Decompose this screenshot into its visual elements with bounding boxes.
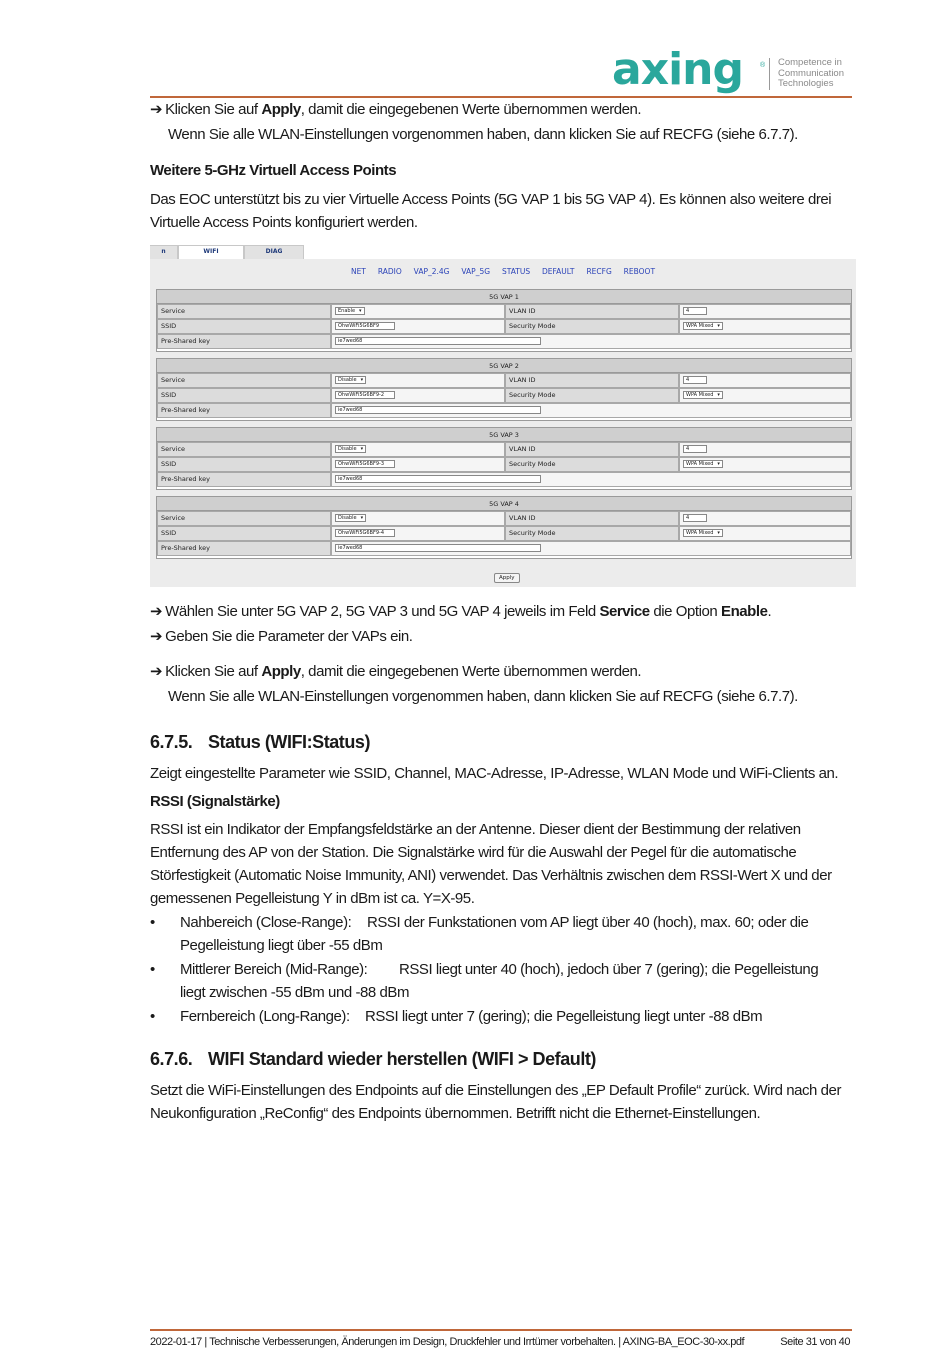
chevron-down-icon: ▾ — [717, 323, 720, 329]
row-service — [157, 442, 851, 457]
service-cell — [331, 373, 505, 388]
label-vlan-id: VLAN ID — [505, 511, 679, 526]
nav-net[interactable]: NET — [350, 267, 366, 276]
apply-button[interactable]: Apply — [494, 573, 520, 583]
security-cell — [679, 457, 851, 472]
security-cell — [679, 319, 851, 334]
label-vlan-id: VLAN ID — [505, 304, 679, 319]
service-select[interactable] — [335, 307, 365, 315]
label-vlan-id: VLAN ID — [505, 442, 679, 457]
text: Wählen Sie unter 5G VAP 2, 5G VAP 3 und 5G VAP 4 jeweils im Feld — [165, 603, 600, 620]
logo-tagline — [778, 58, 844, 90]
rssi-line-1: RSSI ist ein Indikator der Empfangsfeldstärke an der Antenne. Dieser dient der Bestimmung der relativen — [150, 821, 801, 838]
row-psk — [157, 403, 851, 418]
bullet-long-range — [150, 1005, 855, 1028]
ssid-input[interactable]: OhwWiFi5G6BF9-4 — [335, 529, 395, 537]
security-value: WPA Mixed — [686, 461, 714, 467]
instruction-enable-service — [150, 600, 855, 623]
vlan-cell — [679, 511, 851, 526]
label-ssid: SSID — [157, 457, 331, 472]
instruction-recfg-1: Wenn Sie alle WLAN-Einstellungen vorgenommen haben, dann klicken Sie auf RECFG (siehe 6.7.7). — [168, 126, 798, 143]
psk-cell — [331, 403, 851, 418]
row-ssid — [157, 457, 851, 472]
security-value: WPA Mixed — [686, 392, 714, 398]
service-cell — [331, 442, 505, 457]
bullet-line-1 — [180, 958, 855, 981]
bullet-line-1 — [180, 911, 855, 934]
security-mode-select[interactable] — [683, 322, 723, 330]
bold-enable: Enable — [721, 603, 768, 620]
vlan-cell — [679, 373, 851, 388]
bold-service: Service — [599, 603, 650, 620]
bullet-label: Nahbereich (Close-Range): — [180, 914, 352, 931]
rssi-line-3: Störfestigkeit (Automatic Noise Immunity, ANI) verwendet. Das Verhältnis zwischen dem RSSI-Wert X und der — [150, 867, 832, 884]
bullet-label: Fernbereich (Long-Range): — [180, 1008, 350, 1025]
row-service — [157, 304, 851, 319]
ssid-input[interactable]: OhwWiFi5G6BF9-2 — [335, 391, 395, 399]
chevron-down-icon: ▾ — [360, 446, 364, 452]
section-title-vap — [150, 159, 855, 182]
ssid-input[interactable]: OhwWiFi5G6BF9 — [335, 322, 395, 330]
ssid-cell — [331, 457, 505, 472]
bullet-mid-range — [150, 958, 855, 1004]
bullet-label: Mittlerer Bereich (Mid-Range): — [180, 961, 368, 978]
service-value: Enable — [338, 308, 356, 314]
ssid-cell — [331, 526, 505, 541]
row-psk — [157, 541, 851, 556]
psk-input[interactable]: ie7wed68 — [335, 337, 541, 345]
screenshot-tabs — [150, 243, 310, 259]
vlan-cell — [679, 442, 851, 457]
vlan-id-input[interactable]: 4 — [683, 376, 707, 384]
row-psk — [157, 334, 851, 349]
psk-input[interactable]: ie7wed68 — [335, 406, 541, 414]
security-value: WPA Mixed — [686, 530, 714, 536]
instruction-apply-1 — [150, 98, 855, 121]
label-security-mode: Security Mode — [505, 457, 679, 472]
vap-panel-1 — [156, 289, 852, 352]
bullet-dot: • — [150, 1008, 155, 1025]
axing-logo — [612, 44, 852, 96]
service-select[interactable] — [335, 376, 366, 384]
label-ssid: SSID — [157, 526, 331, 541]
label-service: Service — [157, 304, 331, 319]
default-line-2: Neukonfiguration „ReConfig“ des Endpoints übernommen. Betrifft nicht die Ethernet-Einstellungen. — [150, 1105, 761, 1122]
row-ssid — [157, 319, 851, 334]
status-description: Zeigt eingestellte Parameter wie SSID, Channel, MAC-Adresse, IP-Adresse, WLAN Mode und WiFi-Clients an. — [150, 765, 839, 782]
text: die Option — [649, 603, 722, 620]
label-vlan-id: VLAN ID — [505, 373, 679, 388]
service-cell — [331, 511, 505, 526]
service-select[interactable] — [335, 514, 366, 522]
chevron-down-icon: ▾ — [359, 308, 362, 314]
nav-status[interactable]: STATUS — [501, 267, 531, 276]
tagline-line-2: Communication — [778, 67, 844, 79]
label-ssid: SSID — [157, 319, 331, 334]
instruction-enter-params — [150, 625, 855, 648]
chevron-down-icon: ▾ — [717, 392, 720, 398]
nav-reboot[interactable]: REBOOT — [623, 267, 656, 276]
psk-input[interactable]: ie7wed68 — [335, 544, 541, 552]
nav-recfg[interactable]: RECFG — [586, 267, 612, 276]
text: Klicken Sie auf — [165, 101, 262, 118]
tagline-line-3: Technologies — [778, 78, 834, 89]
vlan-id-input[interactable]: 4 — [683, 307, 707, 315]
screenshot-body — [150, 259, 856, 587]
row-service — [157, 511, 851, 526]
text: Klicken Sie auf — [165, 663, 262, 680]
label-security-mode: Security Mode — [505, 526, 679, 541]
tab-wifi[interactable]: WIFI — [178, 245, 244, 259]
heading-title: WIFI Standard wieder herstellen (WIFI > Default) — [208, 1049, 596, 1069]
vap-config-screenshot — [150, 243, 856, 587]
footer-rule — [150, 1329, 852, 1331]
security-mode-select[interactable] — [683, 391, 723, 399]
row-psk — [157, 472, 851, 487]
bullet-line-1 — [180, 1005, 855, 1028]
security-mode-select[interactable] — [683, 529, 723, 537]
nav-vap-24g[interactable]: VAP_2.4G — [413, 267, 450, 276]
page-footer — [150, 1336, 852, 1348]
vap-panel-2 — [156, 358, 852, 421]
arrow-icon: ➔ — [150, 627, 163, 645]
heading-title: Status (WIFI:Status) — [208, 732, 370, 752]
bullet-text: RSSI liegt unter 7 (gering); die Pegelleistung liegt unter -88 dBm — [365, 1008, 763, 1025]
label-ssid: SSID — [157, 388, 331, 403]
logo-registered-mark: ® — [760, 62, 766, 69]
vlan-id-input[interactable]: 4 — [683, 514, 707, 522]
psk-cell — [331, 541, 851, 556]
section-text-line-2: Virtuelle Access Points konfiguriert werden. — [150, 214, 418, 231]
security-cell — [679, 526, 851, 541]
page-number: Seite 31 von 40 — [780, 1336, 850, 1348]
vap-panel-4 — [156, 496, 852, 559]
chevron-down-icon: ▾ — [360, 515, 364, 521]
bullet-text: RSSI liegt unter 40 (hoch), jedoch über 7 (gering); die Pegelleistung — [399, 961, 819, 978]
service-select[interactable] — [335, 445, 366, 453]
vap-panel-title: 5G VAP 3 — [157, 428, 851, 442]
label-service: Service — [157, 373, 331, 388]
logo-separator — [769, 58, 770, 90]
label-service: Service — [157, 442, 331, 457]
label-service: Service — [157, 511, 331, 526]
bullet-close-range — [150, 911, 855, 957]
nav-radio[interactable]: RADIO — [377, 267, 402, 276]
row-service — [157, 373, 851, 388]
section-title-text: Weitere 5-GHz Virtuell Access Points — [150, 162, 397, 179]
row-ssid — [157, 526, 851, 541]
heading-number: 6.7.5. — [150, 732, 193, 752]
label-security-mode: Security Mode — [505, 388, 679, 403]
nav-default[interactable]: DEFAULT — [542, 267, 575, 276]
service-value: Disable — [338, 377, 357, 383]
footer-left-text: 2022-01-17 | Technische Verbesserungen, Änderungen im Design, Druckfehler und Irrtümer vorbehalten. | AXING-BA_EOC-30-xx.pdf — [150, 1336, 745, 1348]
tagline-line-1: Competence in — [778, 57, 842, 68]
ssid-input[interactable]: OhwWiFi5G6BF9-3 — [335, 460, 395, 468]
arrow-icon: ➔ — [150, 602, 163, 620]
bold-apply: Apply — [261, 663, 301, 680]
service-value: Disable — [338, 515, 357, 521]
arrow-icon: ➔ — [150, 100, 163, 118]
heading-6-7-6 — [150, 1049, 596, 1070]
psk-cell — [331, 334, 851, 349]
text: , damit die eingegebenen Werte übernommen werden. — [300, 101, 642, 118]
text: . — [767, 603, 772, 620]
rssi-title-text: RSSI (Signalstärke) — [150, 793, 280, 810]
nav-vap-5g[interactable]: VAP_5G — [461, 267, 491, 276]
bold-apply: Apply — [261, 101, 301, 118]
label-psk: Pre-Shared key — [157, 334, 331, 349]
ssid-cell — [331, 388, 505, 403]
service-cell — [331, 304, 505, 319]
section-text-line-1: Das EOC unterstützt bis zu vier Virtuelle Access Points (5G VAP 1 bis 5G VAP 4). Es können also weitere drei — [150, 191, 832, 208]
chevron-down-icon: ▾ — [717, 530, 720, 536]
vap-panel-title: 5G VAP 4 — [157, 497, 851, 511]
bullet-dot: • — [150, 914, 155, 931]
vap-panel-title: 5G VAP 2 — [157, 359, 851, 373]
heading-number: 6.7.6. — [150, 1049, 193, 1069]
arrow-icon: ➔ — [150, 662, 163, 680]
security-mode-select[interactable] — [683, 460, 723, 468]
text: Geben Sie die Parameter der VAPs ein. — [165, 628, 413, 645]
bullet-line-2: Pegelleistung liegt über -55 dBm — [180, 937, 383, 954]
vlan-id-input[interactable]: 4 — [683, 445, 707, 453]
label-psk: Pre-Shared key — [157, 541, 331, 556]
row-ssid — [157, 388, 851, 403]
label-security-mode: Security Mode — [505, 319, 679, 334]
text: , damit die eingegebenen Werte übernommen werden. — [300, 663, 642, 680]
psk-input[interactable]: ie7wed68 — [335, 475, 541, 483]
security-value: WPA Mixed — [686, 323, 714, 329]
vap-panel-title: 5G VAP 1 — [157, 290, 851, 304]
chevron-down-icon: ▾ — [360, 377, 364, 383]
ssid-cell — [331, 319, 505, 334]
bullet-text: RSSI der Funkstationen vom AP liegt über 40 (hoch), max. 60; oder die — [367, 914, 809, 931]
instruction-apply-2 — [150, 660, 855, 683]
vap-panel-3 — [156, 427, 852, 490]
rssi-title — [150, 790, 855, 813]
security-cell — [679, 388, 851, 403]
service-value: Disable — [338, 446, 357, 452]
tab-diag[interactable]: DIAG — [244, 245, 304, 259]
heading-6-7-5 — [150, 732, 370, 753]
vlan-cell — [679, 304, 851, 319]
rssi-line-2: Entfernung des AP von der Station. Die Signalstärke wird für die Auswahl der Pegel für die automatische — [150, 844, 797, 861]
chevron-down-icon: ▾ — [717, 461, 720, 467]
psk-cell — [331, 472, 851, 487]
default-line-1: Setzt die WiFi-Einstellungen des Endpoints auf die Einstellungen des „EP Default Profile“ zurück. Wird nach der — [150, 1082, 841, 1099]
label-psk: Pre-Shared key — [157, 472, 331, 487]
wifi-subnav — [150, 267, 856, 276]
bullet-dot: • — [150, 961, 155, 978]
bullet-line-2: liegt zwischen -55 dBm und -88 dBm — [180, 984, 409, 1001]
logo-wordmark: axing — [612, 44, 743, 95]
label-psk: Pre-Shared key — [157, 403, 331, 418]
tab-net[interactable]: n — [150, 245, 178, 259]
instruction-recfg-2: Wenn Sie alle WLAN-Einstellungen vorgenommen haben, dann klicken Sie auf RECFG (siehe 6.7.7). — [168, 688, 798, 705]
rssi-line-4: gemessenen Pegelleistung Y in dBm ist ca. Y=X-95. — [150, 890, 475, 907]
